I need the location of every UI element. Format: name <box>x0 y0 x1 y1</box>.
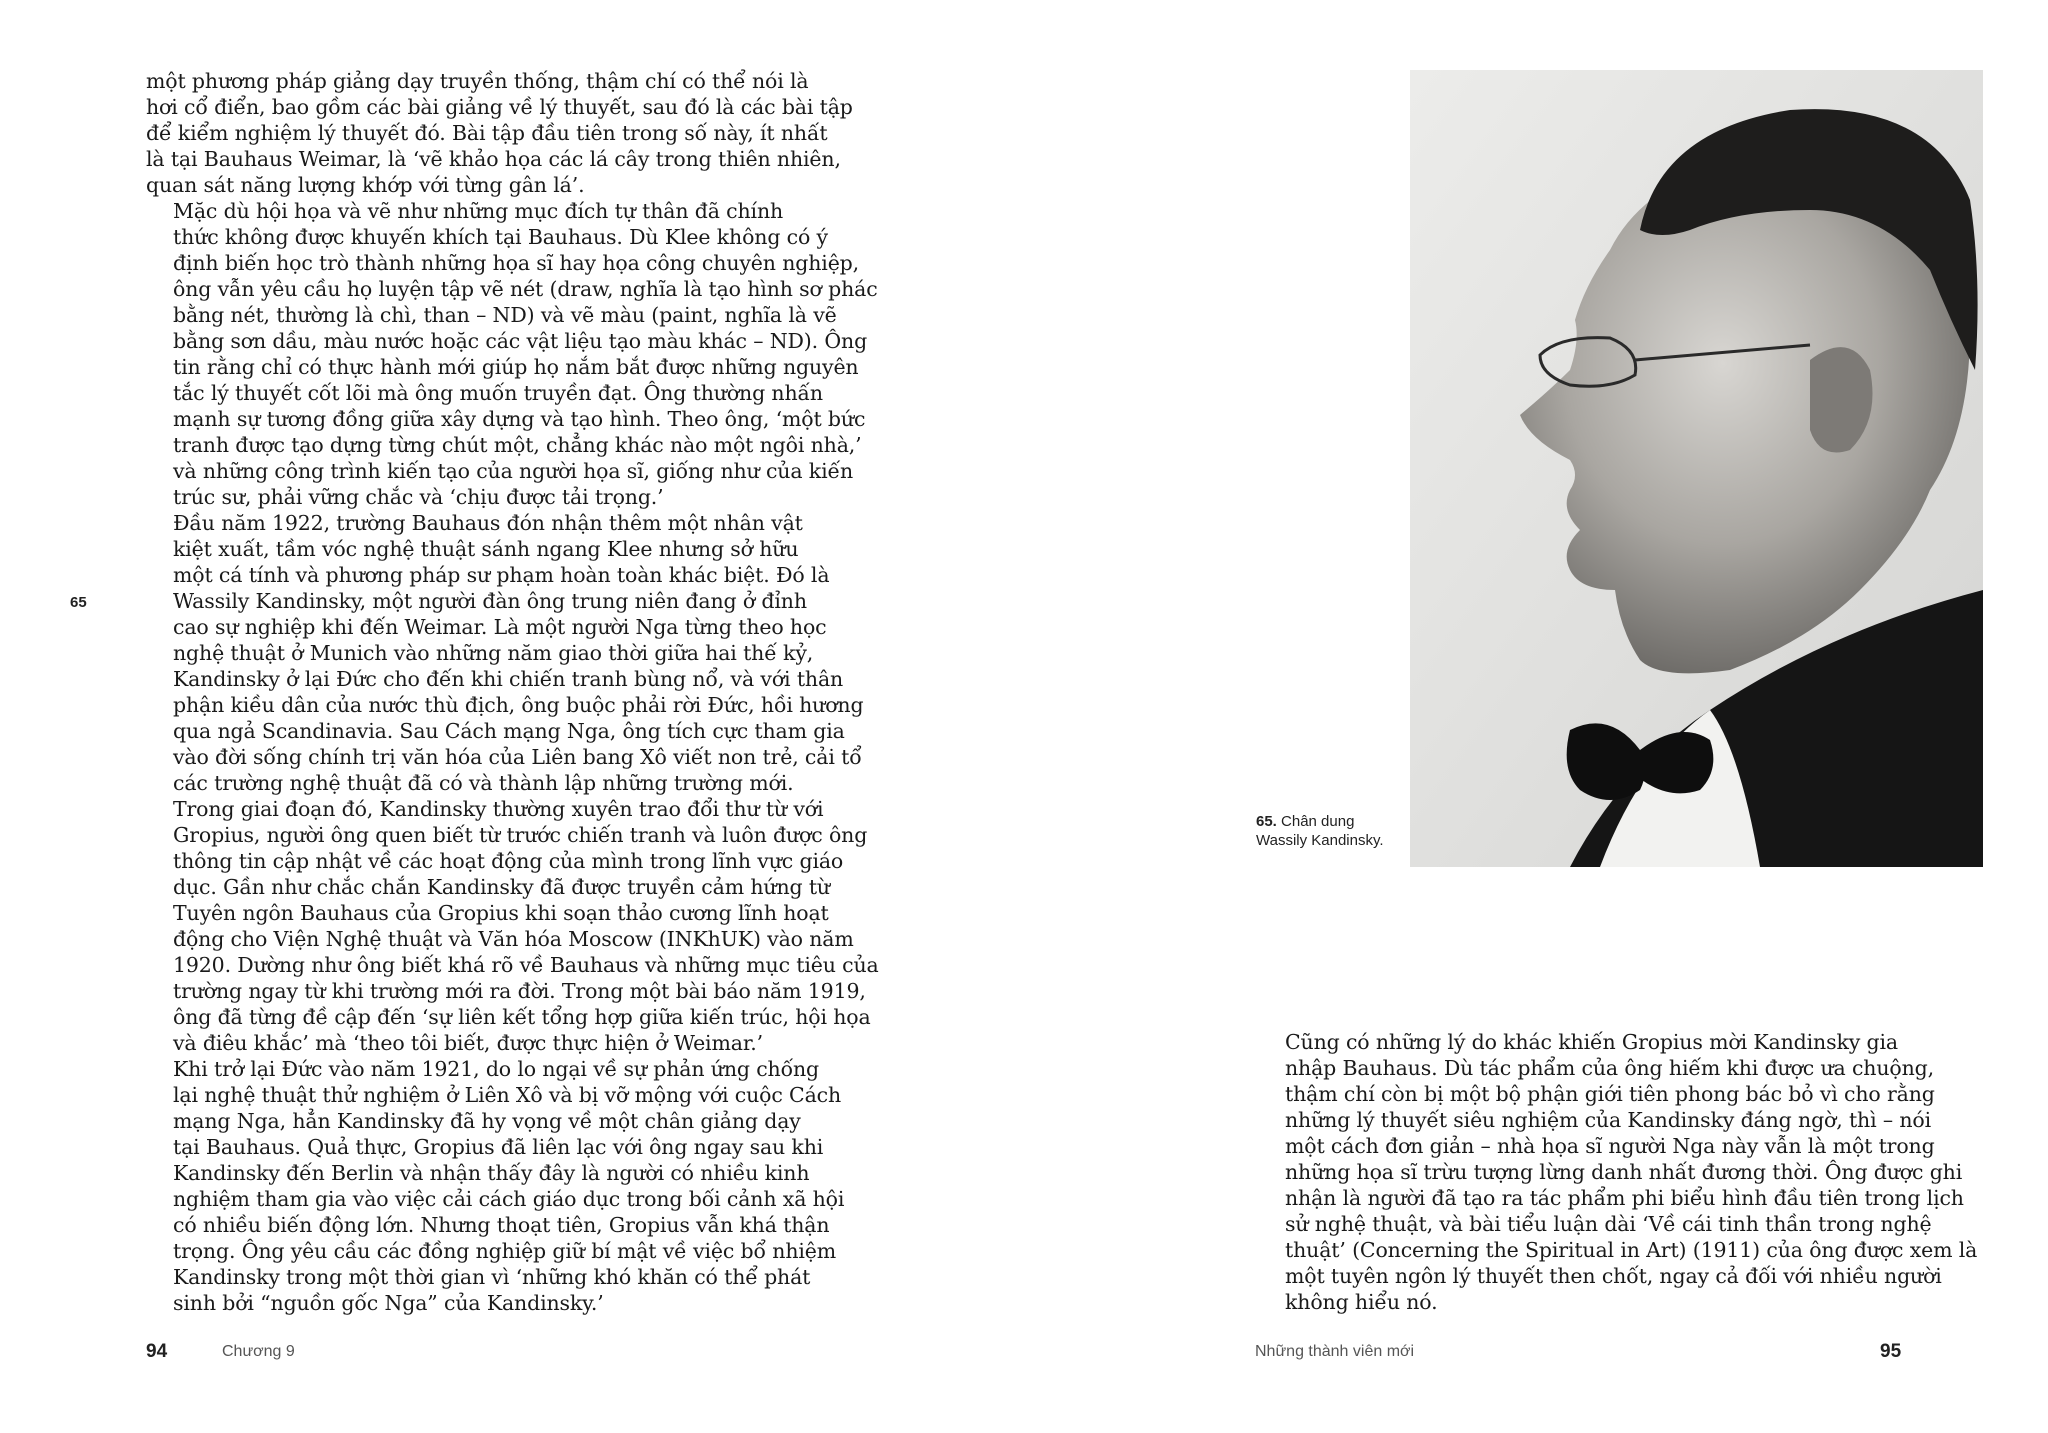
paragraph <box>146 198 878 510</box>
text-line: một tuyên ngôn lý thuyết then chốt, ngay cả đối với nhiều người <box>1285 1264 1942 1288</box>
text-line: Gropius, người ông quen biết từ trước chiến tranh và luôn được ông <box>173 823 868 847</box>
text-line: và điêu khắc’ mà ‘theo tôi biết, được thực hiện ở Weimar.’ <box>173 1031 763 1055</box>
chapter-label: Chương 9 <box>222 1343 295 1360</box>
text-line: Khi trở lại Đức vào năm 1921, do lo ngại về sự phản ứng chống <box>173 1057 820 1081</box>
right-running-head <box>1255 1343 1414 1361</box>
text-line: thông tin cập nhật về các hoạt động của mình trong lĩnh vực giáo <box>173 849 844 873</box>
text-line: một phương pháp giảng dạy truyền thống, thậm chí có thể nói là <box>146 69 809 93</box>
text-line: các trường nghệ thuật đã có và thành lập những trường mới. <box>173 771 794 795</box>
text-line: tranh được tạo dựng từng chút một, chẳng khác nào một ngôi nhà,’ <box>173 433 862 457</box>
right-page-number <box>1880 1341 1901 1363</box>
paragraph <box>146 510 864 796</box>
text-line: là tại Bauhaus Weimar, là ‘vẽ khảo họa các lá cây trong thiên nhiên, <box>146 147 841 171</box>
text-line: Trong giai đoạn đó, Kandinsky thường xuyên trao đổi thư từ với <box>173 797 824 821</box>
text-line: dục. Gần như chắc chắn Kandinsky đã được truyền cảm hứng từ <box>173 875 830 899</box>
paragraph <box>146 796 879 1056</box>
kandinsky-portrait-photo <box>1410 70 1983 867</box>
right-page-body-text <box>1258 1029 1978 1315</box>
text-line: Kandinsky trong một thời gian vì ‘những khó khăn có thể phát <box>173 1265 811 1289</box>
text-line: sinh bởi “nguồn gốc Nga” của Kandinsky.’ <box>173 1291 604 1315</box>
text-line: trường ngay từ khi trường mới ra đời. Trong một bài báo năm 1919, <box>173 979 866 1003</box>
text-line: nhận là người đã tạo ra tác phẩm phi biểu hình đầu tiên trong lịch <box>1285 1186 1964 1210</box>
text-line: định biến học trò thành những họa sĩ hay họa công chuyên nghiệp, <box>173 251 860 275</box>
text-line: không hiểu nó. <box>1285 1290 1438 1314</box>
text-line: Wassily Kandinsky, một người đàn ông trung niên đang ở đỉnh <box>173 589 807 613</box>
text-line: ông vẫn yêu cầu họ luyện tập vẽ nét (draw, nghĩa là tạo hình sơ phác <box>173 277 878 301</box>
text-line: nhập Bauhaus. Dù tác phẩm của ông hiếm khi được ưa chuộng, <box>1285 1056 1935 1080</box>
text-line: động cho Viện Nghệ thuật và Văn hóa Moscow (INKhUK) vào năm <box>173 927 854 951</box>
text-line: Đầu năm 1922, trường Bauhaus đón nhận thêm một nhân vật <box>173 511 803 535</box>
paragraph <box>146 68 853 198</box>
text-line: cao sự nghiệp khi đến Weimar. Là một người Nga từng theo học <box>173 615 827 639</box>
chapter-title: Những thành viên mới <box>1255 1343 1415 1360</box>
text-line: Tuyên ngôn Bauhaus của Gropius khi soạn thảo cương lĩnh hoạt <box>173 901 829 925</box>
figure-caption <box>1256 812 1386 850</box>
text-line: quan sát năng lượng khớp với từng gân lá’. <box>146 173 585 197</box>
text-line: mạnh sự tương đồng giữa xây dựng và tạo hình. Theo ông, ‘một bức <box>173 407 866 431</box>
text-line: thức không được khuyến khích tại Bauhaus. Dù Klee không có ý <box>173 225 828 249</box>
text-line: bằng sơn dầu, màu nước hoặc các vật liệu tạo màu khác – ND). Ông <box>173 329 868 353</box>
text-line: nghệ thuật ở Munich vào những năm giao thời giữa hai thế kỷ, <box>173 641 814 665</box>
text-line: và những công trình kiến tạo của người họa sĩ, giống như của kiến <box>173 459 853 483</box>
text-line: qua ngả Scandinavia. Sau Cách mạng Nga, ông tích cực tham gia <box>173 719 845 743</box>
text-line: những lý thuyết siêu nghiệm của Kandinsky đáng ngờ, thì – nói <box>1285 1108 1931 1132</box>
text-line: Cũng có những lý do khác khiến Gropius mời Kandinsky gia <box>1285 1030 1898 1054</box>
text-line: có nhiều biến động lớn. Nhưng thoạt tiên, Gropius vẫn khá thận <box>173 1213 830 1237</box>
text-line: tại Bauhaus. Quả thực, Gropius đã liên lạc với ông ngay sau khi <box>173 1135 824 1159</box>
page-number: 94 <box>146 1341 168 1362</box>
text-line: ông đã từng đề cập đến ‘sự liên kết tổng hợp giữa kiến trúc, hội họa <box>173 1005 871 1029</box>
paragraph <box>146 1056 845 1316</box>
text-line: lại nghệ thuật thử nghiệm ở Liên Xô và bị vỡ mộng với cuộc Cách <box>173 1083 842 1107</box>
text-line: 1920. Dường như ông biết khá rõ về Bauhaus và những mục tiêu của <box>173 953 879 977</box>
text-line: phận kiều dân của nước thù địch, ông buộc phải rời Đức, hồi hương <box>173 693 864 717</box>
text-line: vào đời sống chính trị văn hóa của Liên bang Xô viết non trẻ, cải tổ <box>173 745 862 769</box>
left-page-number <box>146 1341 167 1363</box>
text-line: trúc sư, phải vững chắc và ‘chịu được tải trọng.’ <box>173 485 664 509</box>
text-line: kiệt xuất, tầm vóc nghệ thuật sánh ngang Klee nhưng sở hữu <box>173 537 799 561</box>
text-line: một cách đơn giản – nhà họa sĩ người Nga này vẫn là một trong <box>1285 1134 1935 1158</box>
text-line: thậm chí còn bị một bộ phận giới tiên phong bác bỏ vì cho rằng <box>1285 1082 1935 1106</box>
text-line: một cá tính và phương pháp sư phạm hoàn toàn khác biệt. Đó là <box>173 563 830 587</box>
left-running-head <box>222 1343 295 1361</box>
text-line: để kiểm nghiệm lý thuyết đó. Bài tập đầu tiên trong số này, ít nhất <box>146 121 828 145</box>
caption-number: 65. <box>1256 813 1277 830</box>
text-line: mạng Nga, hẳn Kandinsky đã hy vọng về một chân giảng dạy <box>173 1109 801 1133</box>
page-number: 95 <box>1880 1341 1902 1362</box>
text-line: hơi cổ điển, bao gồm các bài giảng về lý thuyết, sau đó là các bài tập <box>146 95 853 119</box>
text-line: bằng nét, thường là chì, than – ND) và vẽ màu (paint, nghĩa là vẽ <box>173 303 837 327</box>
text-line: tin rằng chỉ có thực hành mới giúp họ nắm bắt được những nguyên <box>173 355 859 379</box>
text-line: thuật’ (Concerning the Spiritual in Art) (1911) của ông được xem là <box>1285 1238 1978 1262</box>
left-page-body-text <box>146 68 879 1316</box>
text-line: Kandinsky đến Berlin và nhận thấy đây là người có nhiều kinh <box>173 1161 810 1185</box>
figure-margin-number: 65 <box>70 594 87 611</box>
text-line: Kandinsky ở lại Đức cho đến khi chiến tranh bùng nổ, và với thân <box>173 667 844 691</box>
paragraph <box>1258 1029 1978 1315</box>
text-line: trọng. Ông yêu cầu các đồng nghiệp giữ bí mật về việc bổ nhiệm <box>173 1239 837 1263</box>
text-line: Mặc dù hội họa và vẽ như những mục đích tự thân đã chính <box>173 199 784 223</box>
text-line: những họa sĩ trừu tượng lừng danh nhất đương thời. Ông được ghi <box>1285 1160 1963 1184</box>
text-line: tắc lý thuyết cốt lõi mà ông muốn truyền đạt. Ông thường nhấn <box>173 381 823 405</box>
caption-text: Chân dung Wassily Kandinsky. <box>1256 813 1384 849</box>
text-line: nghiệm tham gia vào việc cải cách giáo dục trong bối cảnh xã hội <box>173 1187 845 1211</box>
text-line: sử nghệ thuật, và bài tiểu luận dài ‘Về cái tinh thần trong nghệ <box>1285 1212 1932 1236</box>
